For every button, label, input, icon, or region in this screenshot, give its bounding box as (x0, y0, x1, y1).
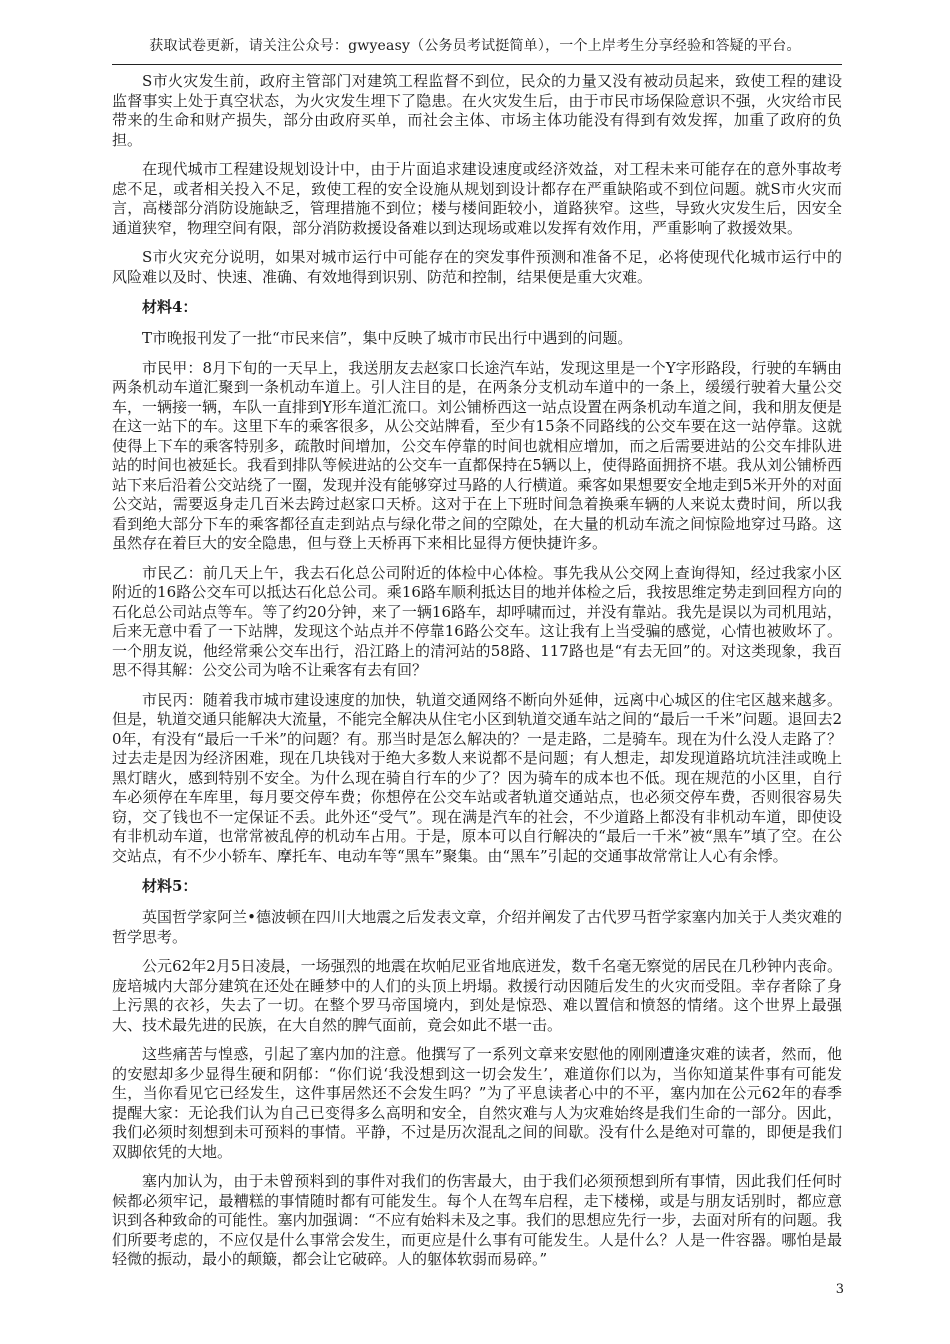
paragraph: 塞内加认为，由于未曾预料到的事件对我们的伤害最大，由于我们必须预想到所有事情，因此我们任何时候都必须牢记，最糟糕的事情随时都有可能发生。每个人在驾车启程，走下楼梯，或是与朋友话别时，都应意识到各种致命的可能性。塞内加强调：“不应有始料未及之事。我们的思想应先行一步，去面对所有的问题。我们所要考虑的，不应仅是什么事常会发生，而更应是什么事有可能发生。人是什么？人是一件容器。哪怕是最轻微的振动，最小的颠簸，都会让它破碎。人的躯体软弱而易碎。” (112, 1172, 842, 1268)
paragraph: 市民乙：前几天上午，我去石化总公司附近的体检中心体检。事先我从公交网上查询得知，经过我家小区附近的16路公交车可以抵达石化总公司。乘16路车顺利抵达目的地并体检之后，我按思维定势走到回程方向的石化总公司站点等车。等了约20分钟，来了一辆16路车，却呼啸而过，并没有靠站。我先是误以为司机甩站，后来无意中看了一下站牌，发现这个站点并不停靠16路公交车。这让我有上当受骗的感觉，心情也被败坏了。一个朋友说，他经常乘公交车出行，沿江路上的清河站的58路、117路也是“有去无回”的。对这类现象，我百思不得其解：公交公司为啥不让乘客有去有回？ (112, 563, 842, 679)
paragraph: 在现代城市工程建设规划设计中，由于片面追求建设速度或经济效益，对工程未来可能存在的意外事故考虑不足，或者相关投入不足，致使工程的安全设施从规划到设计都存在严重缺陷或不到位问题。就S市火灾而言，高楼部分消防设施缺乏，管理措施不到位；楼与楼间距较小，道路狭窄。这些，导致火灾发生后，因安全通道狭窄，物理空间有限，部分消防救援设备难以到达现场或难以发挥有效作用，严重影响了救援效果。 (112, 160, 842, 237)
paragraph: 英国哲学家阿兰•德波顿在四川大地震之后发表文章，介绍并阐发了古代罗马哲学家塞内加关于人类灾难的哲学思考。 (112, 908, 842, 946)
section-heading-material-5: 材料5： (142, 877, 198, 895)
paragraph: 公元62年2月5日凌晨，一场强烈的地震在坎帕尼亚省地底迸发，数千名毫无察觉的居民在几秒钟内丧命。庞培城内大部分建筑在还处在睡梦中的人们的头顶上坍塌。救援行动因随后发生的火灾而受阻。幸存者除了身上污黑的衣衫，失去了一切。在整个罗马帝国境内，到处是惊恐、难以置信和愤怒的情绪。这个世界上最强大、技术最先进的民族，在大自然的脾气面前，竟会如此不堪一击。 (112, 957, 842, 1034)
paragraph: T市晚报刊发了一批“市民来信”，集中反映了城市市民出行中遇到的问题。 (142, 329, 633, 347)
paragraph: S市火灾发生前，政府主管部门对建筑工程监督不到位，民众的力量又没有被动员起来，致使工程的建设监督事实上处于真空状态，为火灾发生埋下了隐患。在火灾发生后，由于市民市场保险意识不强，火灾给市民带来的生命和财产损失，部分由政府买单，而社会主体、市场主体功能没有得到有效发挥，加重了政府的负担。 (112, 72, 842, 149)
section-heading-material-4: 材料4： (142, 298, 198, 316)
paragraph: 这些痛苦与惶惑，引起了塞内加的注意。他撰写了一系列文章来安慰他的刚刚遭逢灾难的读者，然而，他的安慰却多少显得生硬和阴郁：“你们说‘我没想到这一切会发生’，难道你们以为，当你知道某件事有可能发生，当你看见它已经发生，这件事居然还不会发生吗？”为了平息读者心中的不平，塞内加在公元62年的春季提醒大家：无论我们认为自己已变得多么高明和安全，自然灾难与人为灾难始终是我们生命的一部分。因此，我们必须时刻想到未可预料的事情。平静，不过是历次混乱之间的间歇。没有什么是绝对可靠的，即便是我们双脚依凭的大地。 (112, 1045, 842, 1161)
paragraph: S市火灾充分说明，如果对城市运行中可能存在的突发事件预测和准备不足，必将使现代化城市运行中的风险难以及时、快速、准确、有效地得到识别、防范和控制，结果便是重大灾难。 (112, 248, 842, 286)
paragraph: 市民甲：8月下旬的一天早上，我送朋友去赵家口长途汽车站，发现这里是一个Y字形路段，行驶的车辆由两条机动车道汇聚到一条机动车道上。引人注目的是，在两条分支机动车道中的一条上，缓缓行驶着大量公交车，一辆接一辆，车队一直排到Y形车道汇流口。刘公铺桥西这一站点设置在两条机动车道之间，我和朋友便是在这一站下的车。这里下车的乘客很多，从公交站牌看，至少有15条不同路线的公交车要在这一站停靠。这就使得上下车的乘客特别多，疏散时间增加，公交车停靠的时间也就相应增加，而之后需要进站的公交车排队进站的时间也被延长。我看到排队等候进站的公交车一直都保持在5辆以上，使得路面拥挤不堪。我从刘公铺桥西站下来后沿着公交站绕了一圈，发现并没有能够穿过马路的人行横道。乘客如果想要安全地走到5米开外的对面公交站，需要返身走几百米去跨过赵家口天桥。这对于在上下班时间急着换乘车辆的人来说太费时间，所以我看到绝大部分下车的乘客都径直走到站点与绿化带之间的空隙处，在大量的机动车流之间惊险地穿过马路。这虽然存在着巨大的安全隐患，但与登上天桥再下来相比显得方便快捷许多。 (112, 358, 842, 552)
paragraph: 市民丙：随着我市城市建设速度的加快，轨道交通网络不断向外延伸，远离中心城区的住宅区越来越多。但是，轨道交通只能解决大流量，不能完全解决从住宅小区到轨道交通车站之间的“最后一千米”问题。退回去20年，有没有“最后一千米”的问题？有。那当时是怎么解决的？一是走路，二是骑车。现在为什么没人走路了？过去走是因为经济困难，现在几块钱对于绝大多数人来说都不是问题；有人想走，却发现道路坑坑洼洼或晚上黑灯瞎火，感到特别不安全。为什么现在骑自行车的少了？因为骑车的成本也不低。现在规范的小区里，自行车必须停在车库里，每月要交停车费；你想停在公交车站或者轨道交通站点，也必须交停车费，否则很容易失窃，交了钱也不一定保证不丢。此外还“受气”。现在满是汽车的社会，不少道路上都没有非机动车道，即使设有非机动车道，也常常被乱停的机动车占用。于是，原本可以自行解决的“最后一千米”被“黑车”填了空。在公交站点，有不少小轿车、摩托车、电动车等“黑车”聚集。由“黑车”引起的交通事故常常让人心有余悸。 (112, 690, 842, 865)
page-header: 获取试卷更新，请关注公众号：gwyeasy（公务员考试挺简单），一个上岸考生分享经验和答疑的平台。 (149, 38, 801, 54)
page-number: 3 (835, 1282, 844, 1297)
document-body (112, 72, 842, 1280)
header-divider (112, 64, 842, 65)
